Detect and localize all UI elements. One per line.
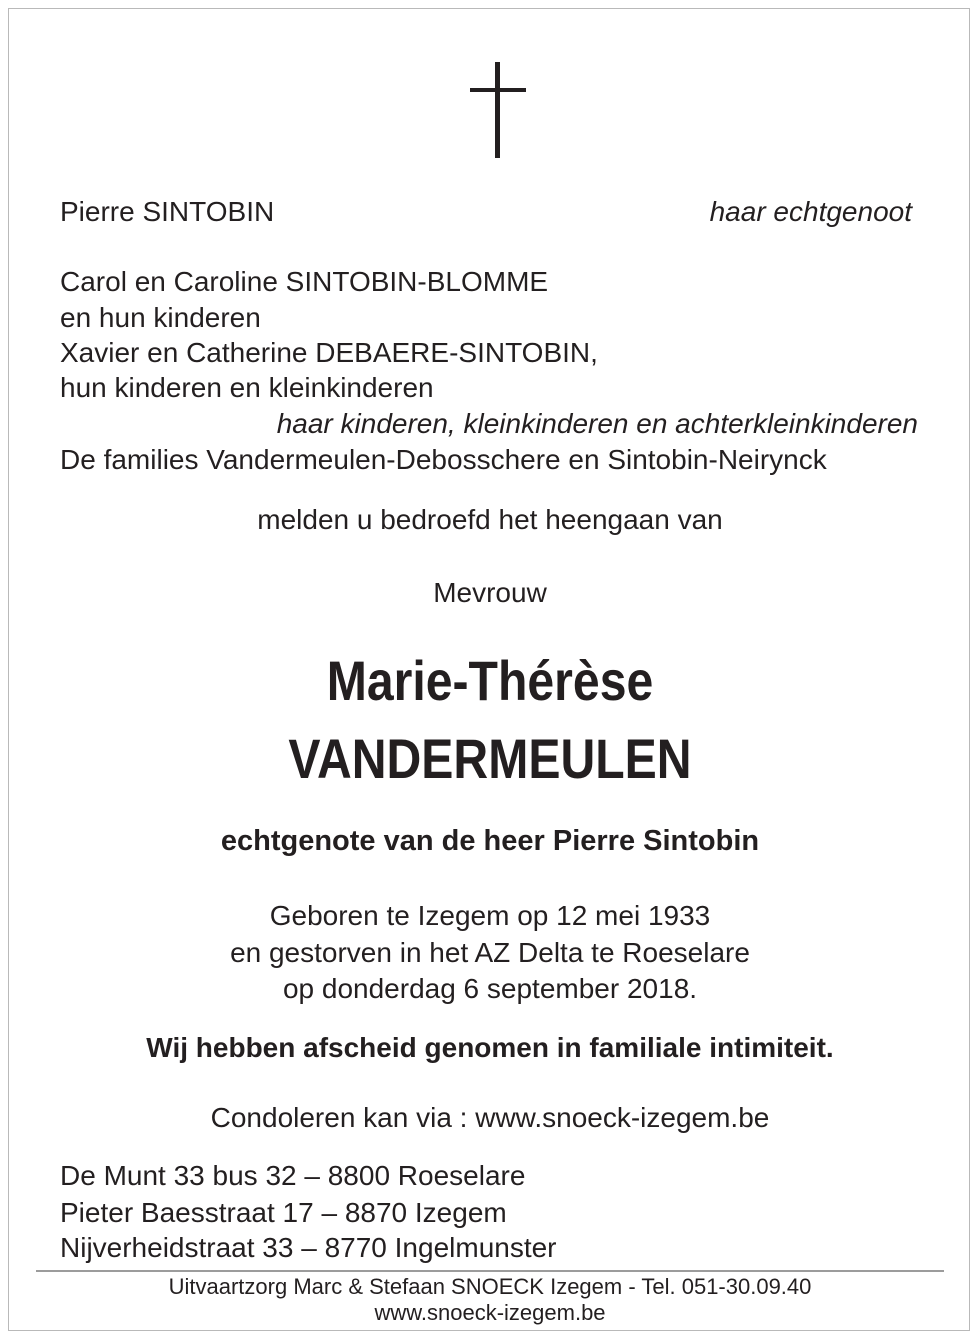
footer-divider	[36, 1270, 944, 1272]
address-line: Nijverheidstraat 33 – 8770 Ingelmunster	[60, 1232, 557, 1263]
family-line: Xavier en Catherine DEBAERE-SINTOBIN,	[60, 337, 598, 368]
announcement: melden u bedroefd het heengaan van	[257, 504, 723, 535]
address-line: Pieter Baesstraat 17 – 8870 Izegem	[60, 1197, 507, 1228]
life-line: op donderdag 6 september 2018.	[282, 973, 698, 1004]
spouse-role: haar echtgenoot	[709, 196, 912, 227]
family-line: Carol en Caroline SINTOBIN-BLOMME	[60, 266, 549, 297]
spouse-name: Pierre SINTOBIN	[60, 196, 275, 227]
footer-website: www.snoeck-izegem.be	[374, 1300, 606, 1325]
family-line: hun kinderen en kleinkinderen	[60, 372, 434, 403]
family-line: en hun kinderen	[60, 302, 261, 333]
farewell-line: Wij hebben afscheid genomen in familiale intimiteit.	[146, 1032, 834, 1063]
life-line: Geboren te Izegem op 12 mei 1933	[269, 900, 711, 931]
salutation: Mevrouw	[433, 577, 547, 608]
deceased-last-name: VANDERMEULEN	[288, 727, 692, 790]
footer-company: Uitvaartzorg Marc & Stefaan SNOECK Izegem - Tel. 051-30.09.40	[168, 1274, 812, 1299]
condolence-line: Condoleren kan via : www.snoeck-izegem.be	[210, 1102, 770, 1133]
families-line: De families Vandermeulen-Debosschere en Sintobin-Neirynck	[60, 444, 827, 475]
deceased-first-name: Marie-Thérèse	[326, 649, 654, 712]
spouse-line: echtgenote van de heer Pierre Sintobin	[220, 825, 760, 857]
children-role: haar kinderen, kleinkinderen en achterkleinkinderen	[276, 408, 918, 439]
life-line: en gestorven in het AZ Delta te Roeselare	[230, 937, 750, 968]
address-line: De Munt 33 bus 32 – 8800 Roeselare	[60, 1160, 526, 1191]
cross-icon	[470, 62, 526, 158]
